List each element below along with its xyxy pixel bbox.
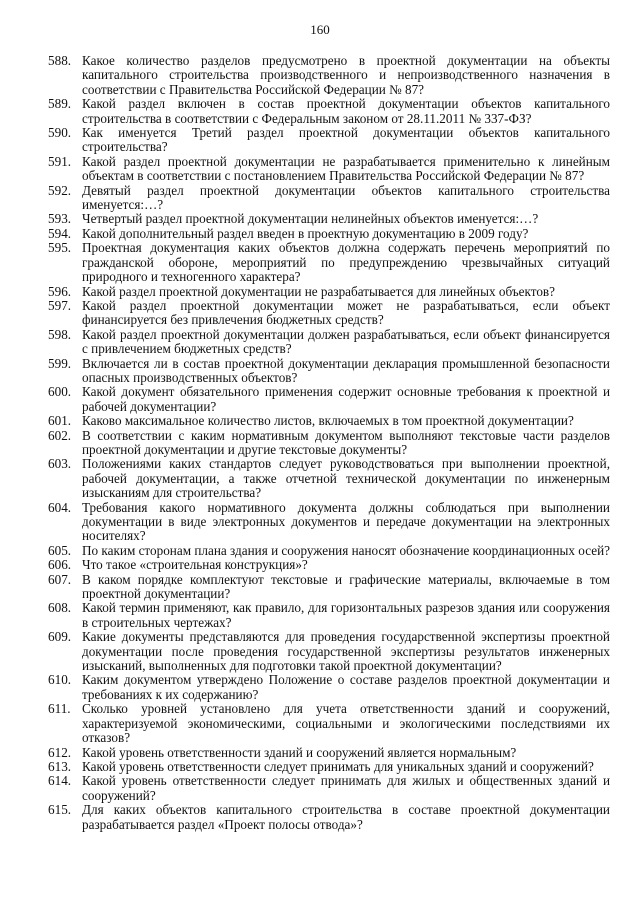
question-number: 604. [48,499,72,515]
question-text: Какой раздел проектной документации не разрабатывается для линейных объектов? [82,283,555,299]
question-text: Для каких объектов капитального строительства в составе проектной документации разрабатывается раздел «Проект полосы отвода»? [82,802,610,832]
question-item [48,702,610,745]
question-item [48,429,610,458]
question-text: Какое количество разделов предусмотрено в проектной документации на объекты капитального строительства производственного и непроизводственного назначения в соответствии с Правительства Российской Федерации № 87? [82,53,610,97]
question-item [48,630,610,673]
question-number: 594. [48,225,72,241]
question-number: 613. [48,758,72,774]
question-text: Что такое «строительная конструкция»? [82,557,308,573]
question-item [48,746,610,760]
question-number: 605. [48,542,72,558]
question-number: 611. [48,701,71,717]
question-text: Какие документы представляются для проведения государственной экспертизы проектной документации после проведения государственной экспертизы результатов инженерных изысканий, выполненных для подготовки такой проектной документации? [82,629,610,674]
question-item [48,155,610,184]
question-number: 592. [48,182,72,198]
question-number: 599. [48,355,72,371]
question-item [48,184,610,213]
question-number: 588. [48,53,72,68]
question-item [48,558,610,572]
question-number: 598. [48,326,72,342]
question-item [48,385,610,414]
question-item [48,414,610,428]
question-number: 607. [48,571,72,587]
question-number: 602. [48,427,72,443]
question-text: Четвертый раздел проектной документации нелинейных объектов именуется:…? [82,211,539,227]
question-list [48,54,610,832]
question-item [48,126,610,155]
question-text: Какой дополнительный раздел введен в проектную документацию в 2009 году? [82,225,529,241]
question-number: 614. [48,773,72,789]
question-item [48,54,610,97]
question-number: 606. [48,557,72,573]
question-item [48,97,610,126]
question-item [48,328,610,357]
question-number: 601. [48,413,72,429]
question-text: Девятый раздел проектной документации объектов капитального строительства именуется:…? [82,182,610,213]
question-item [48,544,610,558]
question-item [48,803,610,832]
question-item [48,457,610,500]
question-text: Включается ли в состав проектной документации декларация промышленной безопасности опасных производственных объектов? [82,355,610,385]
question-number: 595. [48,240,72,256]
question-number: 596. [48,283,72,299]
question-text: Какой уровень ответственности следует принимать для уникальных зданий и сооружений? [82,758,594,774]
question-number: 609. [48,629,72,645]
question-text: Каково максимальное количество листов, включаемых в том проектной документации? [82,413,574,429]
question-item [48,285,610,299]
question-text: Проектная документация каких объектов должна содержать перечень мероприятий по гражданской обороне, мероприятий по предупреждению чрезвычайных ситуаций природного и техногенного характера? [82,240,610,285]
question-text: Требования какого нормативного документа должны соблюдаться при выполнении документации в виде электронных документов и передаче документации на электронных носителях? [82,499,610,544]
question-text: Какой раздел включен в состав проектной документации объектов капитального строительства в соответствии с Федеральным законом от 28.11.2011 № 337-ФЗ? [82,96,610,126]
question-number: 590. [48,125,72,141]
question-text: Какой раздел проектной документации может не разрабатываться, если объект финансируется без привлечения бюджетных средств? [82,297,610,328]
question-item [48,212,610,226]
question-item [48,673,610,702]
question-number: 593. [48,211,72,227]
question-number: 603. [48,456,72,472]
question-text: Какой уровень ответственности следует принимать для жилых и общественных зданий и сооружений? [82,773,610,803]
question-text: Каким документом утверждено Положение о составе разделов проектной документации и требованиях к их содержанию? [82,672,610,702]
question-number: 591. [48,153,72,169]
question-number: 597. [48,297,72,313]
question-text: В каком порядке комплектуют текстовые и графические материалы, включаемые в том проектной документации? [82,571,610,602]
question-number: 610. [48,672,72,688]
question-number: 600. [48,384,72,400]
question-item [48,601,610,630]
question-text: По каким сторонам плана здания и сооружения наносят обозначение координационных осей? [82,542,610,558]
question-item [48,760,610,774]
question-item [48,299,610,328]
question-text: Какой раздел проектной документации должен разрабатываться, если объект финансируется с привлечением бюджетных средств? [82,326,610,357]
question-item [48,501,610,544]
question-number: 589. [48,96,72,112]
question-text: Как именуется Третий раздел проектной документации объектов капитального строительства? [82,125,610,155]
question-text: Положениями каких стандартов следует руководствоваться при выполнении проектной, рабочей документации, а также отчетной технической документации по инженерным изысканиям для строительства? [82,456,610,501]
question-item [48,774,610,803]
question-text: В соответствии с каким нормативным документом выполняют текстовые части разделов проектной документации и другие текстовые документы? [82,427,610,457]
question-text: Сколько уровней установлено для учета ответственности зданий и сооружений, характеризуемой экономическими, социальными и экологическими последствиями их отказов? [82,701,610,746]
question-item [48,357,610,386]
question-number: 615. [48,802,72,818]
question-number: 608. [48,600,72,616]
question-item [48,227,610,241]
question-text: Какой документ обязательного применения содержит основные требования к проектной и рабочей документации? [82,384,610,414]
question-item [48,573,610,602]
question-text: Какой термин применяют, как правило, для горизонтальных разрезов здания или сооружения в строительных чертежах? [82,600,610,630]
question-text: Какой раздел проектной документации не разрабатывается применительно к линейным объектам в соответствии с постановлением Правительства Российской Федерации № 87? [82,153,610,184]
question-number: 612. [48,744,72,760]
question-text: Какой уровень ответственности зданий и сооружений является нормальным? [82,744,517,760]
page-number: 160 [310,22,330,37]
question-item [48,241,610,284]
